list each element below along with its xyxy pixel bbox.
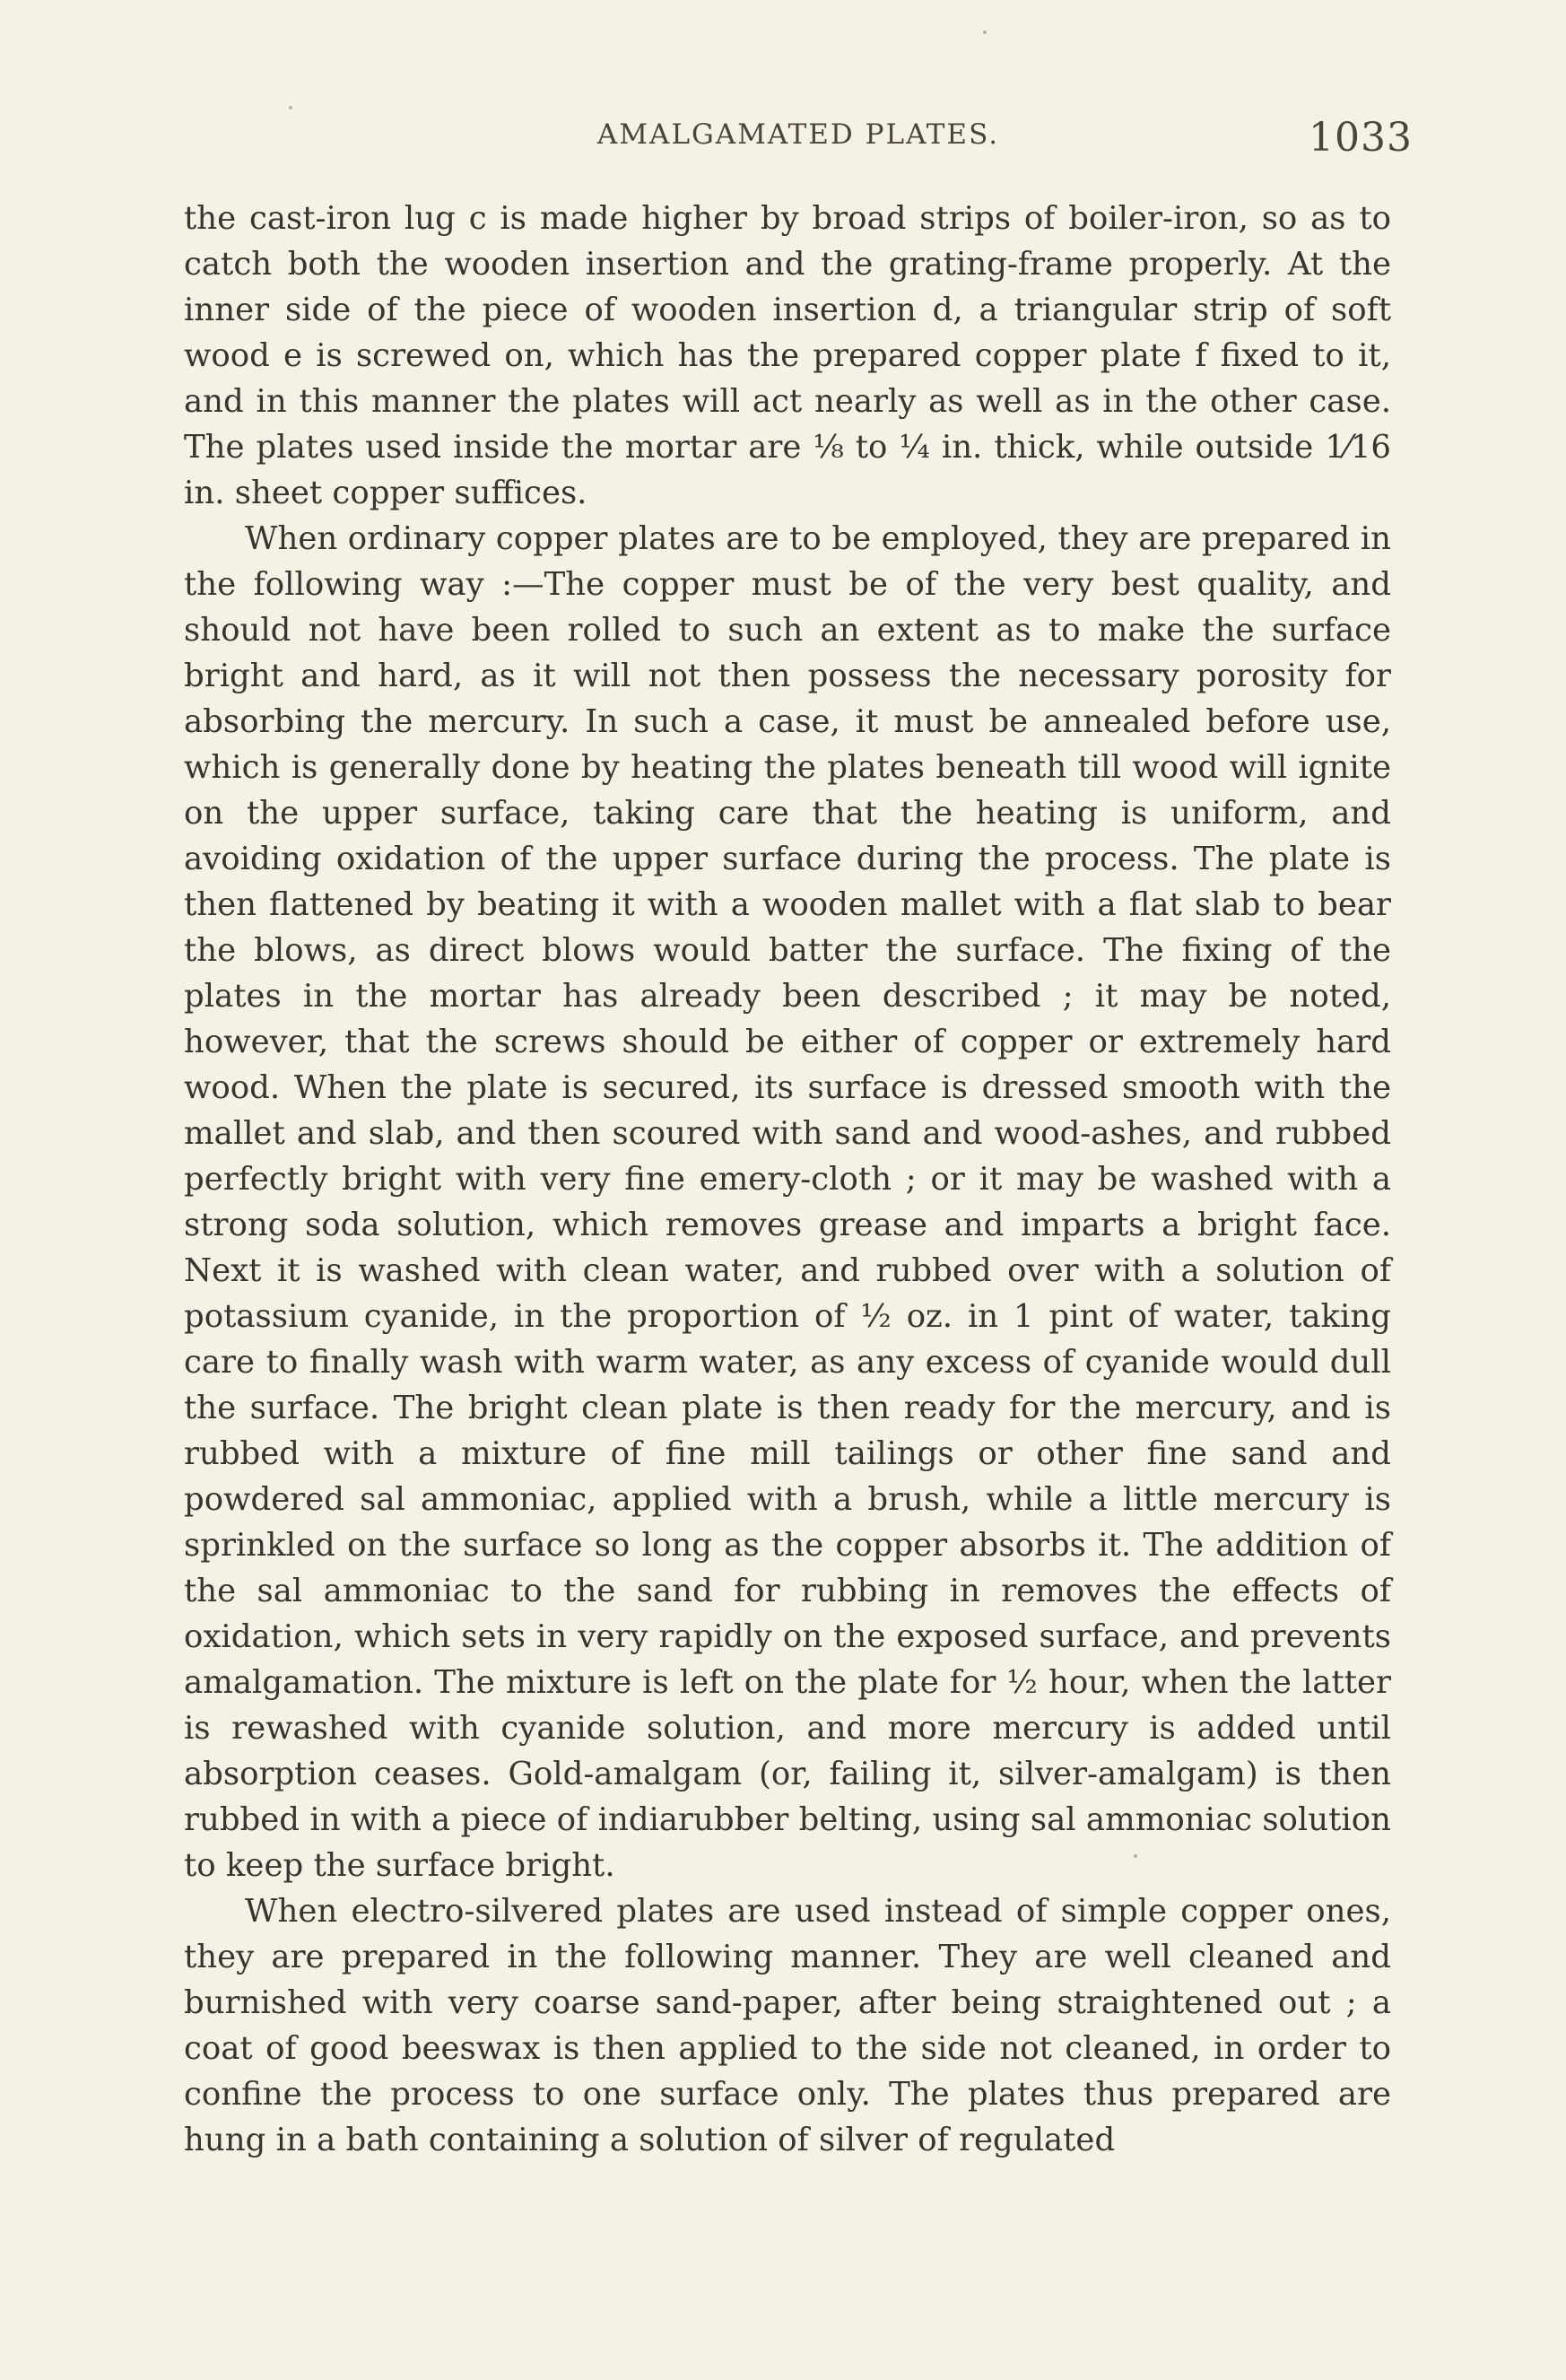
paragraph-ordinary-copper-plates: When ordinary copper plates are to be employed, they are prepared in the following way :—The copper must be of the very best quality, and should not have been rolled to such an extent as to make the surface bright and hard, as it will not then possess the necessary porosity for absorbing the mercury. In such a case, it must be annealed before use, which is generally done by heating the plates beneath till wood will ignite on the upper surface, taking care that the heating is uniform, and avoiding oxidation of the upper surface during the process. The plate is then flattened by beating it with a wooden mallet with a flat slab to bear the blows, as direct blows would batter the surface. The fixing of the plates in the mortar has already been described ; it may be noted, however, that the screws should be either of copper or extremely hard wood. When the plate is secured, its surface is dressed smooth with the mallet and slab, and then scoured with sand and wood-ashes, and rubbed perfectly bright with very fine emery-cloth ; or it may be washed with a strong soda solution, which removes grease and imparts a bright face. Next it is washed with clean water, and rubbed over with a solution of potassium cyanide, in the proportion of ½ oz. in 1 pint of water, taking care to finally wash with warm water, as any excess of cyanide would dull the surface. The bright clean plate is then ready for the mercury, and is rubbed with a mixture of fine mill tailings or other fine sand and powdered sal ammoniac, applied with a brush, while a little mercury is sprinkled on the surface so long as the copper absorbs it. The addition of the sal ammoniac to the sand for rubbing in removes the effects of oxidation, which sets in very rapidly on the exposed surface, and prevents amalgamation. The mixture is left on the plate for ½ hour, when the latter is rewashed with cyanide solution, and more mercury is added until absorption ceases. Gold-amalgam (or, failing it, silver-amalgam) is then rubbed in with a piece of indiarubber belting, using sal ammoniac solution to keep the surface bright. (184, 520, 1391, 1884)
body-text (184, 196, 1391, 2163)
page-number: 1033 (1309, 115, 1413, 161)
paper-speck (289, 106, 292, 109)
paper-speck (983, 31, 987, 34)
running-head (184, 115, 1413, 169)
paper-speck (1134, 1854, 1137, 1858)
paragraph-electro-silvered-plates: When electro-silvered plates are used instead of simple copper ones, they are prepared in the following manner. They are well cleaned and burnished with very coarse sand-paper, after being straightened out ; a coat of good beeswax is then applied to the side not cleaned, in order to confine the process to one surface only. The plates thus prepared are hung in a bath containing a solution of silver of regulated (184, 1893, 1391, 2158)
running-title: AMALGAMATED PLATES. (596, 118, 1000, 151)
paragraph-continuation: the cast-iron lug c is made higher by broad strips of boiler-iron, so as to catch both the wooden insertion and the grating-frame properly. At the inner side of the piece of wooden insertion d, a triangular strip of soft wood e is screwed on, which has the prepared copper plate f fixed to it, and in this manner the plates will act nearly as well as in the other case. The plates used inside the mortar are ⅛ to ¼ in. thick, while outside 1⁄16 in. sheet copper suffices. (184, 200, 1391, 511)
